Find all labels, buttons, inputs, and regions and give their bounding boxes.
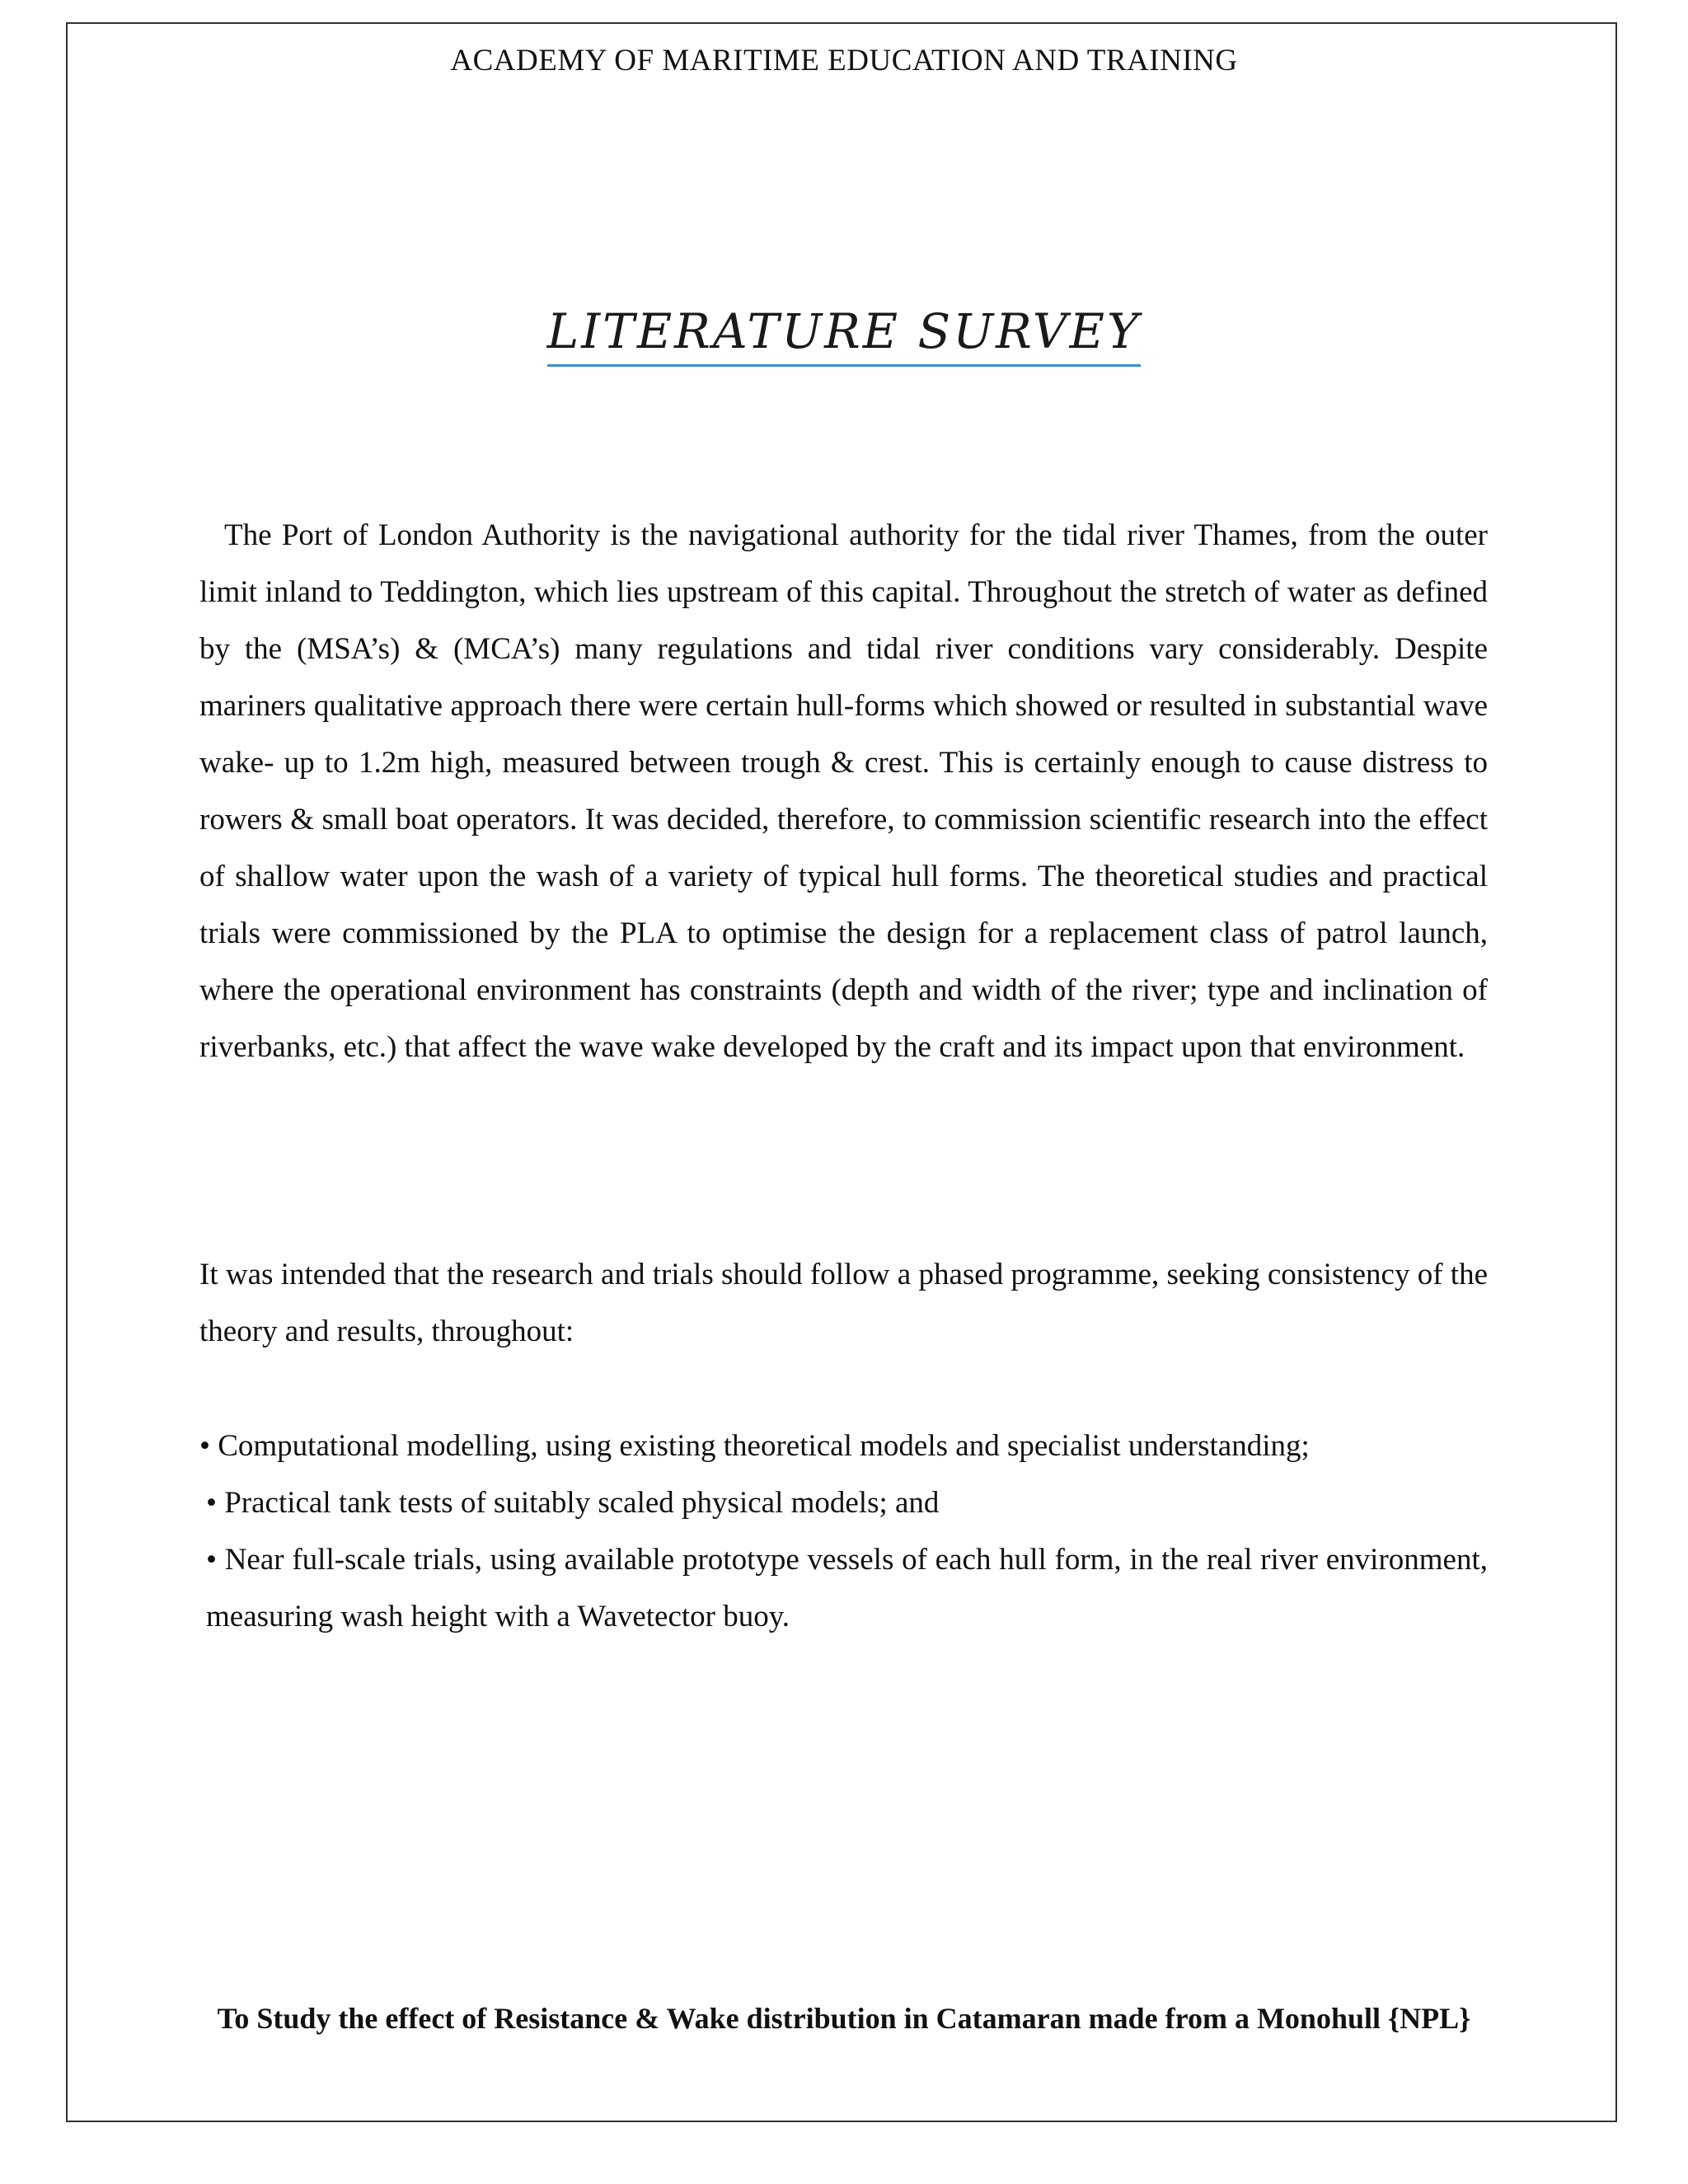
section-title: LITERATURE SURVEY bbox=[547, 303, 1142, 367]
list-item: • Practical tank tests of suitably scaled physical models; and bbox=[206, 1486, 940, 1520]
list-item: • Computational modelling, using existing theoretical models and specialist understanding; bbox=[199, 1429, 1310, 1463]
list-item: • Near full-scale trials, using available prototype vessels of each hull form, in the real river environment, measuring wash height with a Wavetector buoy. bbox=[206, 1543, 1488, 1633]
page-header: ACADEMY OF MARITIME EDUCATION AND TRAINING bbox=[450, 44, 1238, 77]
paragraph-programme: It was intended that the research and trials should follow a phased programme, seeking consistency of the theory and results, throughout: bbox=[199, 1258, 1488, 1348]
paragraph-intro: The Port of London Authority is the navigational authority for the tidal river Thames, from the outer limit inland to Teddington, which lies upstream of this capital. Throughout the stretch of water as defined by the (MSA’s) & (MCA’s) many regulations and tidal river conditions vary considerably. Despite mariners qualitative approach there were certain hull-forms which showed or resulted in substantial wave wake- up to 1.2m high, measured between trough & crest. This is certainly enough to cause distress to rowers & small boat operators. It was decided, therefore, to commission scientific research into the effect of shallow water upon the wash of a variety of typical hull forms. The theoretical studies and practical trials were commissioned by the PLA to optimise the design for a replacement class of patrol launch, where the operational environment has constraints (depth and width of the river; type and inclination of riverbanks, etc.) that affect the wave wake developed by the craft and its impact upon that environment. bbox=[199, 518, 1488, 1064]
page-footer: To Study the effect of Resistance & Wake distribution in Catamaran made from a Monohull {NPL} bbox=[217, 2002, 1471, 2035]
section-title-wrapper bbox=[0, 303, 1688, 367]
phase-list bbox=[199, 1418, 1488, 1645]
